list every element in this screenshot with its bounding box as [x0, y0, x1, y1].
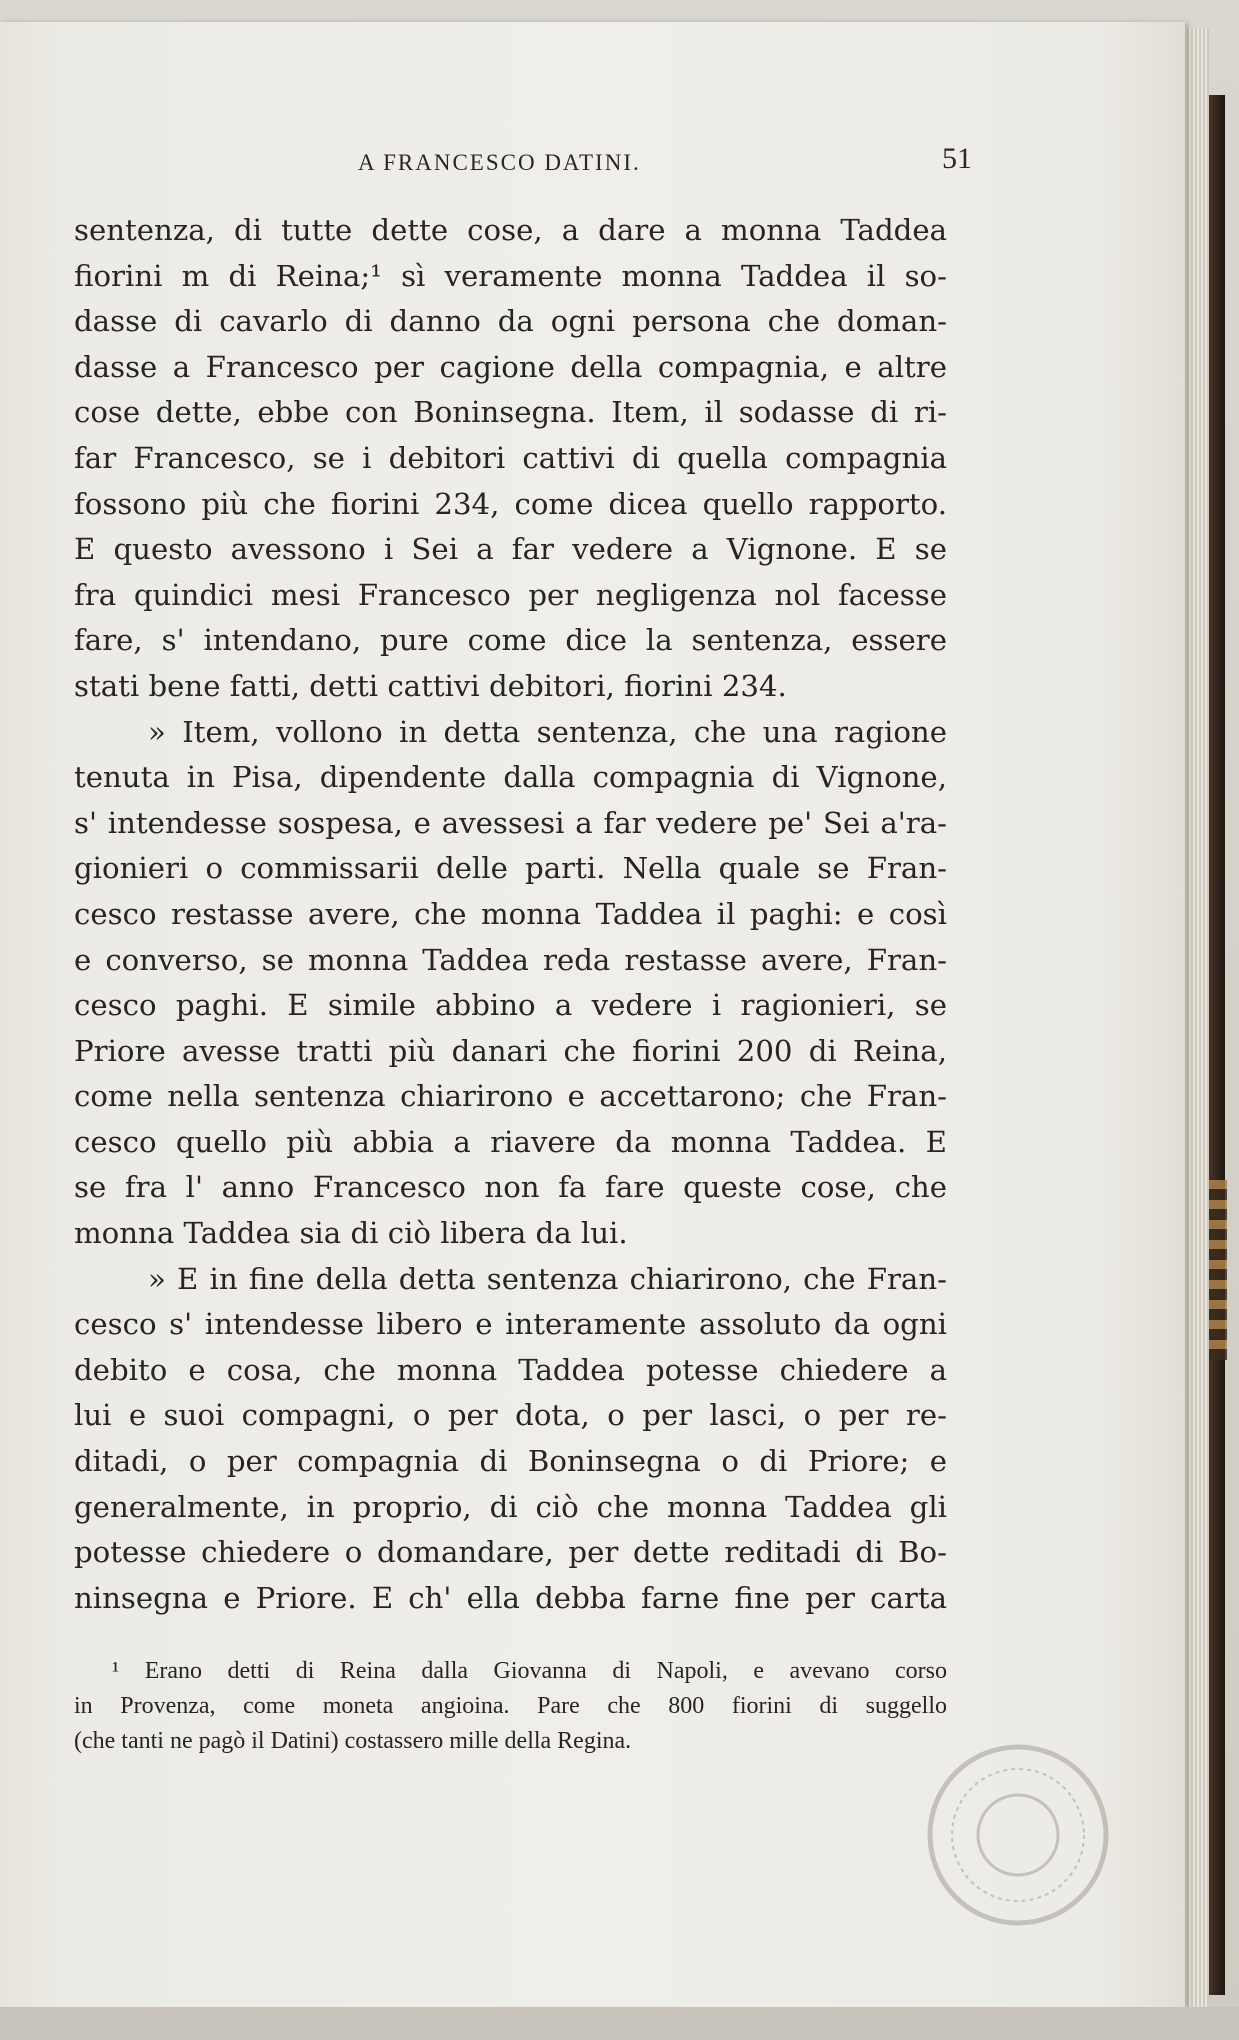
- text-line: fiorini m di Reina;¹ sì veramente monna Taddea il so-: [74, 258, 947, 293]
- scan-background: [0, 2007, 1239, 2040]
- text-line: far Francesco, se i debitori cattivi di quella compagnia: [74, 440, 947, 475]
- text-line: fossono più che fiorini 234, come dicea quello rapporto.: [74, 486, 947, 521]
- text-line: tenuta in Pisa, dipendente dalla compagnia di Vignone,: [74, 760, 947, 795]
- text-line: generalmente, in proprio, di ciò che monna Taddea gli: [74, 1489, 947, 1524]
- footnote-line: ¹ Erano detti di Reina dalla Giovanna di Napoli, e avevano corso: [112, 1658, 947, 1684]
- text-line: gionieri o commissarii delle parti. Nella quale se Fran-: [74, 851, 947, 886]
- footnote: [74, 1654, 947, 1759]
- text-line: » E in fine della detta sentenza chiarirono, che Fran-: [148, 1261, 947, 1296]
- footnote-line: (che tanti ne pagò il Datini) costassero mille della Regina.: [74, 1728, 632, 1754]
- text-line: » Item, vollono in detta sentenza, che una ragione: [148, 714, 947, 749]
- text-line: cose dette, ebbe con Boninsegna. Item, il sodasse di ri-: [74, 395, 947, 430]
- text-line: dasse a Francesco per cagione della compagnia, e altre: [74, 349, 947, 384]
- text-line: fra quindici mesi Francesco per negligenza nol facesse: [74, 577, 947, 612]
- text-line: lui e suoi compagni, o per dota, o per lasci, o per re-: [74, 1398, 947, 1433]
- text-line: debito e cosa, che monna Taddea potesse chiedere a: [74, 1352, 947, 1387]
- text-line: ninsegna e Priore. E ch' ella debba farne fine per carta: [74, 1580, 947, 1615]
- library-stamp: [918, 1725, 1118, 1945]
- text-line: potesse chiedere o domandare, per dette reditadi di Bo-: [74, 1535, 947, 1570]
- text-line: se fra l' anno Francesco non fa fare queste cose, che: [74, 1170, 947, 1205]
- text-line: monna Taddea sia di ciò libera da lui.: [74, 1216, 628, 1251]
- text-line: E questo avessono i Sei a far vedere a Vignone. E se: [74, 532, 947, 567]
- page-stack-edge: [1185, 28, 1209, 2013]
- running-title: A FRANCESCO DATINI.: [358, 150, 641, 175]
- text-line: ditadi, o per compagnia di Boninsegna o di Priore; e: [74, 1444, 947, 1479]
- text-line: stati bene fatti, detti cattivi debitori, fiorini 234.: [74, 668, 787, 703]
- text-line: dasse di cavarlo di danno da ogni persona che doman-: [74, 304, 947, 339]
- text-line: cesco paghi. E simile abbino a vedere i ragionieri, se: [74, 988, 947, 1023]
- text-line: cesco restasse avere, che monna Taddea il paghi: e così: [74, 896, 947, 931]
- text-line: e converso, se monna Taddea reda restasse avere, Fran-: [74, 942, 947, 977]
- text-line: cesco quello più abbia a riavere da monna Taddea. E: [74, 1124, 947, 1159]
- text-line: cesco s' intendesse libero e interamente assoluto da ogni: [74, 1307, 947, 1342]
- text-line: come nella sentenza chiarirono e accettarono; che Fran-: [74, 1079, 947, 1114]
- text-line: fare, s' intendano, pure come dice la sentenza, essere: [74, 623, 947, 658]
- text-line: Priore avesse tratti più danari che fiorini 200 di Reina,: [74, 1033, 947, 1068]
- text-line: s' intendesse sospesa, e avessesi a far vedere pe' Sei a'ra-: [74, 805, 947, 840]
- page-number: 51: [942, 142, 972, 175]
- text-line: sentenza, di tutte dette cose, a dare a monna Taddea: [74, 213, 947, 247]
- body-text: [74, 208, 947, 1621]
- footnote-line: in Provenza, come moneta angioina. Pare che 800 fiorini di suggello: [74, 1693, 947, 1719]
